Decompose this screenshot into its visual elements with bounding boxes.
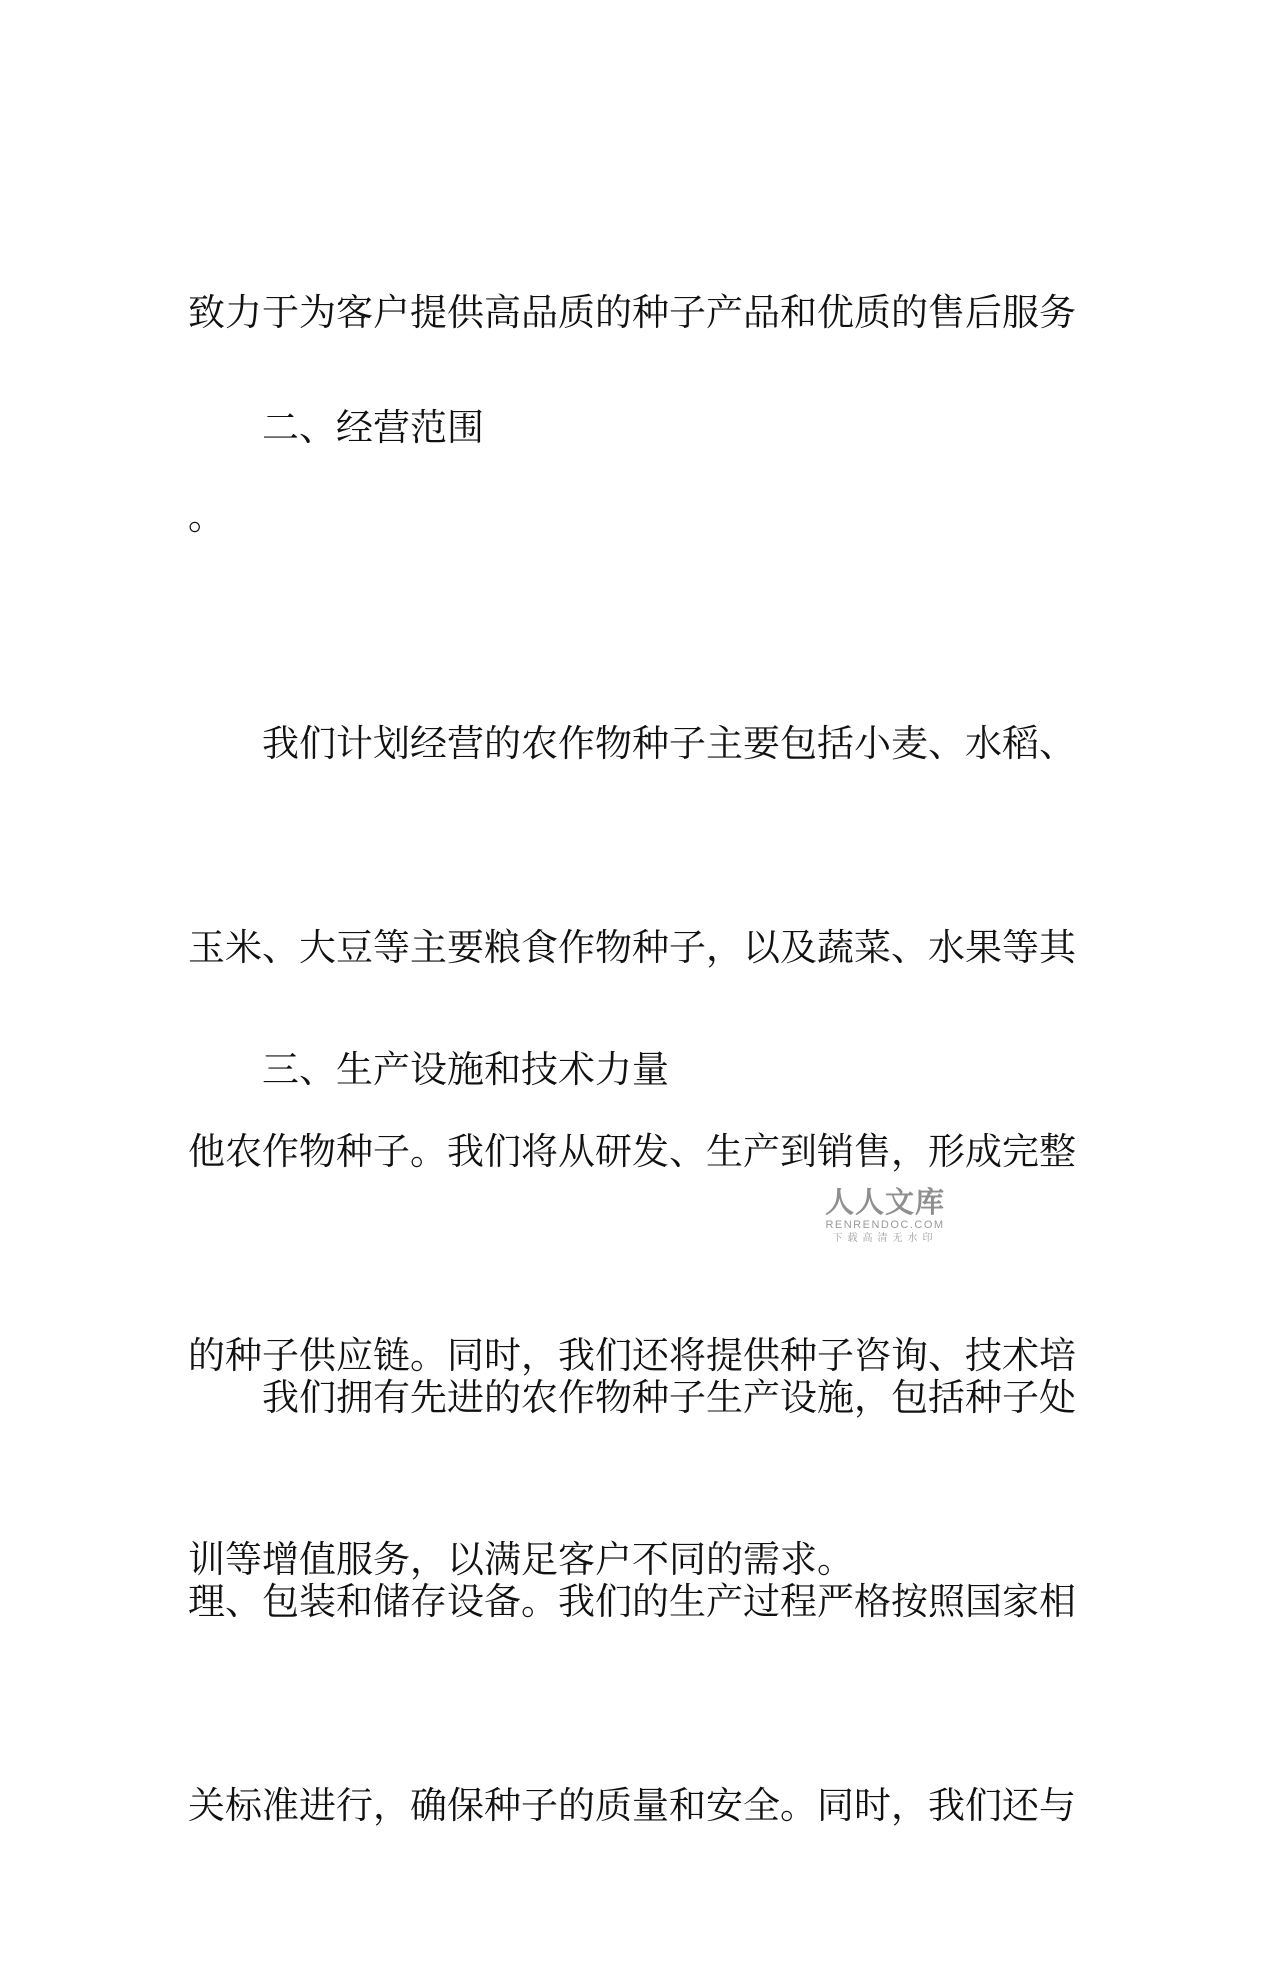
watermark-url: RENRENDOC.COM <box>825 1219 945 1231</box>
watermark-subtitle: 下载高清无水印 <box>832 1233 938 1244</box>
paragraph-line: 我们计划经营的农作物种子主要包括小麦、水稻、 <box>188 722 1076 765</box>
paragraph-line: 玉米、大豆等主要粮食作物种子，以及蔬菜、水果等其 <box>188 926 1076 969</box>
paragraph-line: 关标准进行，确保种子的质量和安全。同时，我们还与 <box>188 1784 1076 1827</box>
watermark-title: 人人文库 <box>824 1185 945 1219</box>
facilities-paragraph <box>188 1228 1088 1976</box>
section-heading-business-scope: 二、经营范围 <box>262 406 484 449</box>
paragraph-line: 他农作物种子。我们将从研发、生产到销售，形成完整 <box>188 1130 1076 1173</box>
paragraph-line: 的种子供应链。同时，我们还将提供种子咨询、技术培 <box>188 1334 1076 1377</box>
paragraph-line: 。 <box>188 495 225 538</box>
paragraph-line: 致力于为客户提供高品质的种子产品和优质的售后服务 <box>188 291 1076 334</box>
paragraph-line: 理、包装和储存设备。我们的生产过程严格按照国家相 <box>188 1580 1076 1623</box>
section-heading-facilities: 三、生产设施和技术力量 <box>262 1048 669 1091</box>
paragraph-line: 我们拥有先进的农作物种子生产设施，包括种子处 <box>188 1376 1076 1419</box>
paragraph-line: 训等增值服务，以满足客户不同的需求。 <box>188 1538 854 1581</box>
